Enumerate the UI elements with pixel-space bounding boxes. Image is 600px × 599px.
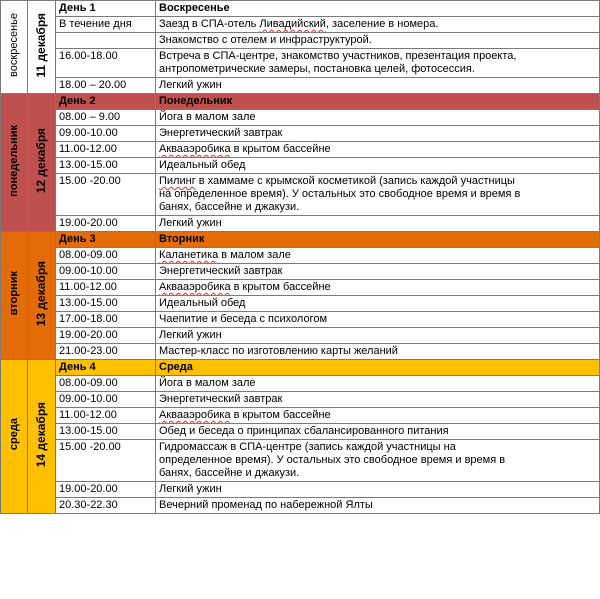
date-cell <box>28 1 56 94</box>
schedule-row <box>1 424 600 440</box>
date-cell <box>28 94 56 232</box>
day-number: День 4 <box>56 360 156 376</box>
activity-cell <box>156 110 600 126</box>
activity-line: Легкий ужин <box>159 217 222 229</box>
day-number: День 1 <box>56 1 156 17</box>
weekday-cell <box>1 232 28 360</box>
date-cell <box>28 232 56 360</box>
time-cell: 11.00-12.00 <box>56 142 156 158</box>
activity-cell <box>156 408 600 424</box>
activity-line: Чаепитие и беседа с психологом <box>159 313 328 325</box>
day-header-row <box>1 232 600 248</box>
weekday-label: среда <box>7 418 20 451</box>
time-cell: 18.00 – 20.00 <box>56 78 156 94</box>
activity-cell <box>156 424 600 440</box>
weekday-label: понедельник <box>7 124 20 197</box>
date-label: 13 декабря <box>34 260 48 327</box>
activity-line: Пилинг в хаммаме с крымской косметикой (запись каждой участницы <box>159 175 515 187</box>
activity-cell <box>156 33 600 49</box>
activity-line: определенное время). У остальных это свободное время и время в <box>159 454 506 466</box>
time-cell: 19.00-20.00 <box>56 328 156 344</box>
schedule-row <box>1 344 600 360</box>
activity-cell <box>156 17 600 33</box>
activity-line: Аквааэробика в крытом бассейне <box>159 143 331 155</box>
schedule-row <box>1 17 600 33</box>
activity-cell <box>156 78 600 94</box>
weekday-label: воскресенье <box>7 13 20 77</box>
schedule-row <box>1 158 600 174</box>
activity-cell <box>156 296 600 312</box>
activity-cell <box>156 498 600 514</box>
activity-line: Легкий ужин <box>159 483 222 495</box>
day-header-row <box>1 1 600 17</box>
activity-cell <box>156 440 600 482</box>
time-cell: 15.00 -20.00 <box>56 440 156 482</box>
activity-cell <box>156 392 600 408</box>
activity-cell <box>156 49 600 78</box>
activity-line: Аквааэробика в крытом бассейне <box>159 409 331 421</box>
activity-line: Йога в малом зале <box>159 377 256 389</box>
schedule-row <box>1 440 600 482</box>
schedule-row <box>1 110 600 126</box>
activity-line: Заезд в СПА-отель Ливадийский, заселение в номера. <box>159 18 439 30</box>
schedule-row <box>1 248 600 264</box>
schedule-row <box>1 280 600 296</box>
activity-cell <box>156 216 600 232</box>
activity-line: Гидромассаж в СПА-центре (запись каждой участницы на <box>159 441 456 453</box>
activity-line: Легкий ужин <box>159 329 222 341</box>
time-cell: 20.30-22.30 <box>56 498 156 514</box>
activity-line: Вечерний променад по набережной Ялты <box>159 499 373 511</box>
schedule-row <box>1 264 600 280</box>
activity-line: Аквааэробика в крытом бассейне <box>159 281 331 293</box>
schedule-row <box>1 376 600 392</box>
activity-cell <box>156 264 600 280</box>
time-cell: 17.00-18.00 <box>56 312 156 328</box>
day-number: День 2 <box>56 94 156 110</box>
schedule-row <box>1 33 600 49</box>
day-header-row <box>1 94 600 110</box>
time-cell: 13.00-15.00 <box>56 158 156 174</box>
time-cell: 21.00-23.00 <box>56 344 156 360</box>
activity-cell <box>156 248 600 264</box>
schedule-row <box>1 142 600 158</box>
schedule-row <box>1 126 600 142</box>
time-cell: В течение дня <box>56 17 156 33</box>
activity-line: Знакомство с отелем и инфраструктурой. <box>159 34 372 46</box>
activity-cell <box>156 158 600 174</box>
activity-line: банях, бассейне и джакузи. <box>159 201 300 213</box>
date-label: 12 декабря <box>34 127 48 194</box>
activity-line: Встреча в СПА-центре, знакомство участников, презентация проекта, <box>159 50 517 62</box>
date-label: 11 декабря <box>34 12 48 78</box>
time-cell: 08.00 – 9.00 <box>56 110 156 126</box>
schedule-row <box>1 392 600 408</box>
time-cell: 15.00 -20.00 <box>56 174 156 216</box>
activity-line: банях, бассейне и джакузи. <box>159 467 300 479</box>
activity-cell <box>156 344 600 360</box>
activity-line: Легкий ужин <box>159 79 222 91</box>
activity-cell <box>156 312 600 328</box>
day-name: Воскресенье <box>156 1 600 17</box>
activity-line: антропометрические замеры, постановка целей, фотосессия. <box>159 63 475 75</box>
date-label: 14 декабря <box>34 401 48 468</box>
activity-line: Идеальный обед <box>159 297 246 309</box>
time-cell: 09.00-10.00 <box>56 126 156 142</box>
activity-cell <box>156 126 600 142</box>
schedule-row <box>1 216 600 232</box>
day-name: Вторник <box>156 232 600 248</box>
time-cell: 19.00-20.00 <box>56 482 156 498</box>
weekday-cell <box>1 94 28 232</box>
time-cell: 11.00-12.00 <box>56 280 156 296</box>
activity-cell <box>156 328 600 344</box>
schedule-row <box>1 498 600 514</box>
activity-cell <box>156 142 600 158</box>
schedule-row <box>1 482 600 498</box>
schedule-row <box>1 328 600 344</box>
time-cell: 08.00-09.00 <box>56 248 156 264</box>
time-cell <box>56 33 156 49</box>
schedule-row <box>1 296 600 312</box>
activity-line: Обед и беседа о принципах сбалансированного питания <box>159 425 449 437</box>
day-name: Понедельник <box>156 94 600 110</box>
activity-line: Энергетический завтрак <box>159 127 283 139</box>
activity-line: Энергетический завтрак <box>159 265 283 277</box>
schedule-row <box>1 312 600 328</box>
time-cell: 08.00-09.00 <box>56 376 156 392</box>
activity-line: Энергетический завтрак <box>159 393 283 405</box>
activity-cell <box>156 174 600 216</box>
activity-line: Мастер-класс по изготовлению карты желаний <box>159 345 398 357</box>
schedule-row <box>1 78 600 94</box>
activity-cell <box>156 376 600 392</box>
day-name: Среда <box>156 360 600 376</box>
activity-line: Идеальный обед <box>159 159 246 171</box>
activity-line: на определенное время). У остальных это свободное время и время в <box>159 188 521 200</box>
activity-cell <box>156 482 600 498</box>
time-cell: 09.00-10.00 <box>56 392 156 408</box>
weekday-cell <box>1 360 28 514</box>
weekday-label: вторник <box>7 271 20 316</box>
activity-cell <box>156 280 600 296</box>
schedule-row <box>1 49 600 78</box>
weekday-cell <box>1 1 28 94</box>
activity-line: Йога в малом зале <box>159 111 256 123</box>
date-cell <box>28 360 56 514</box>
schedule-row <box>1 408 600 424</box>
schedule-row <box>1 174 600 216</box>
day-number: День 3 <box>56 232 156 248</box>
day-header-row <box>1 360 600 376</box>
time-cell: 13.00-15.00 <box>56 296 156 312</box>
time-cell: 19.00-20.00 <box>56 216 156 232</box>
activity-line: Каланетика в малом зале <box>159 249 291 261</box>
time-cell: 09.00-10.00 <box>56 264 156 280</box>
time-cell: 13.00-15.00 <box>56 424 156 440</box>
time-cell: 16.00-18.00 <box>56 49 156 78</box>
time-cell: 11.00-12.00 <box>56 408 156 424</box>
